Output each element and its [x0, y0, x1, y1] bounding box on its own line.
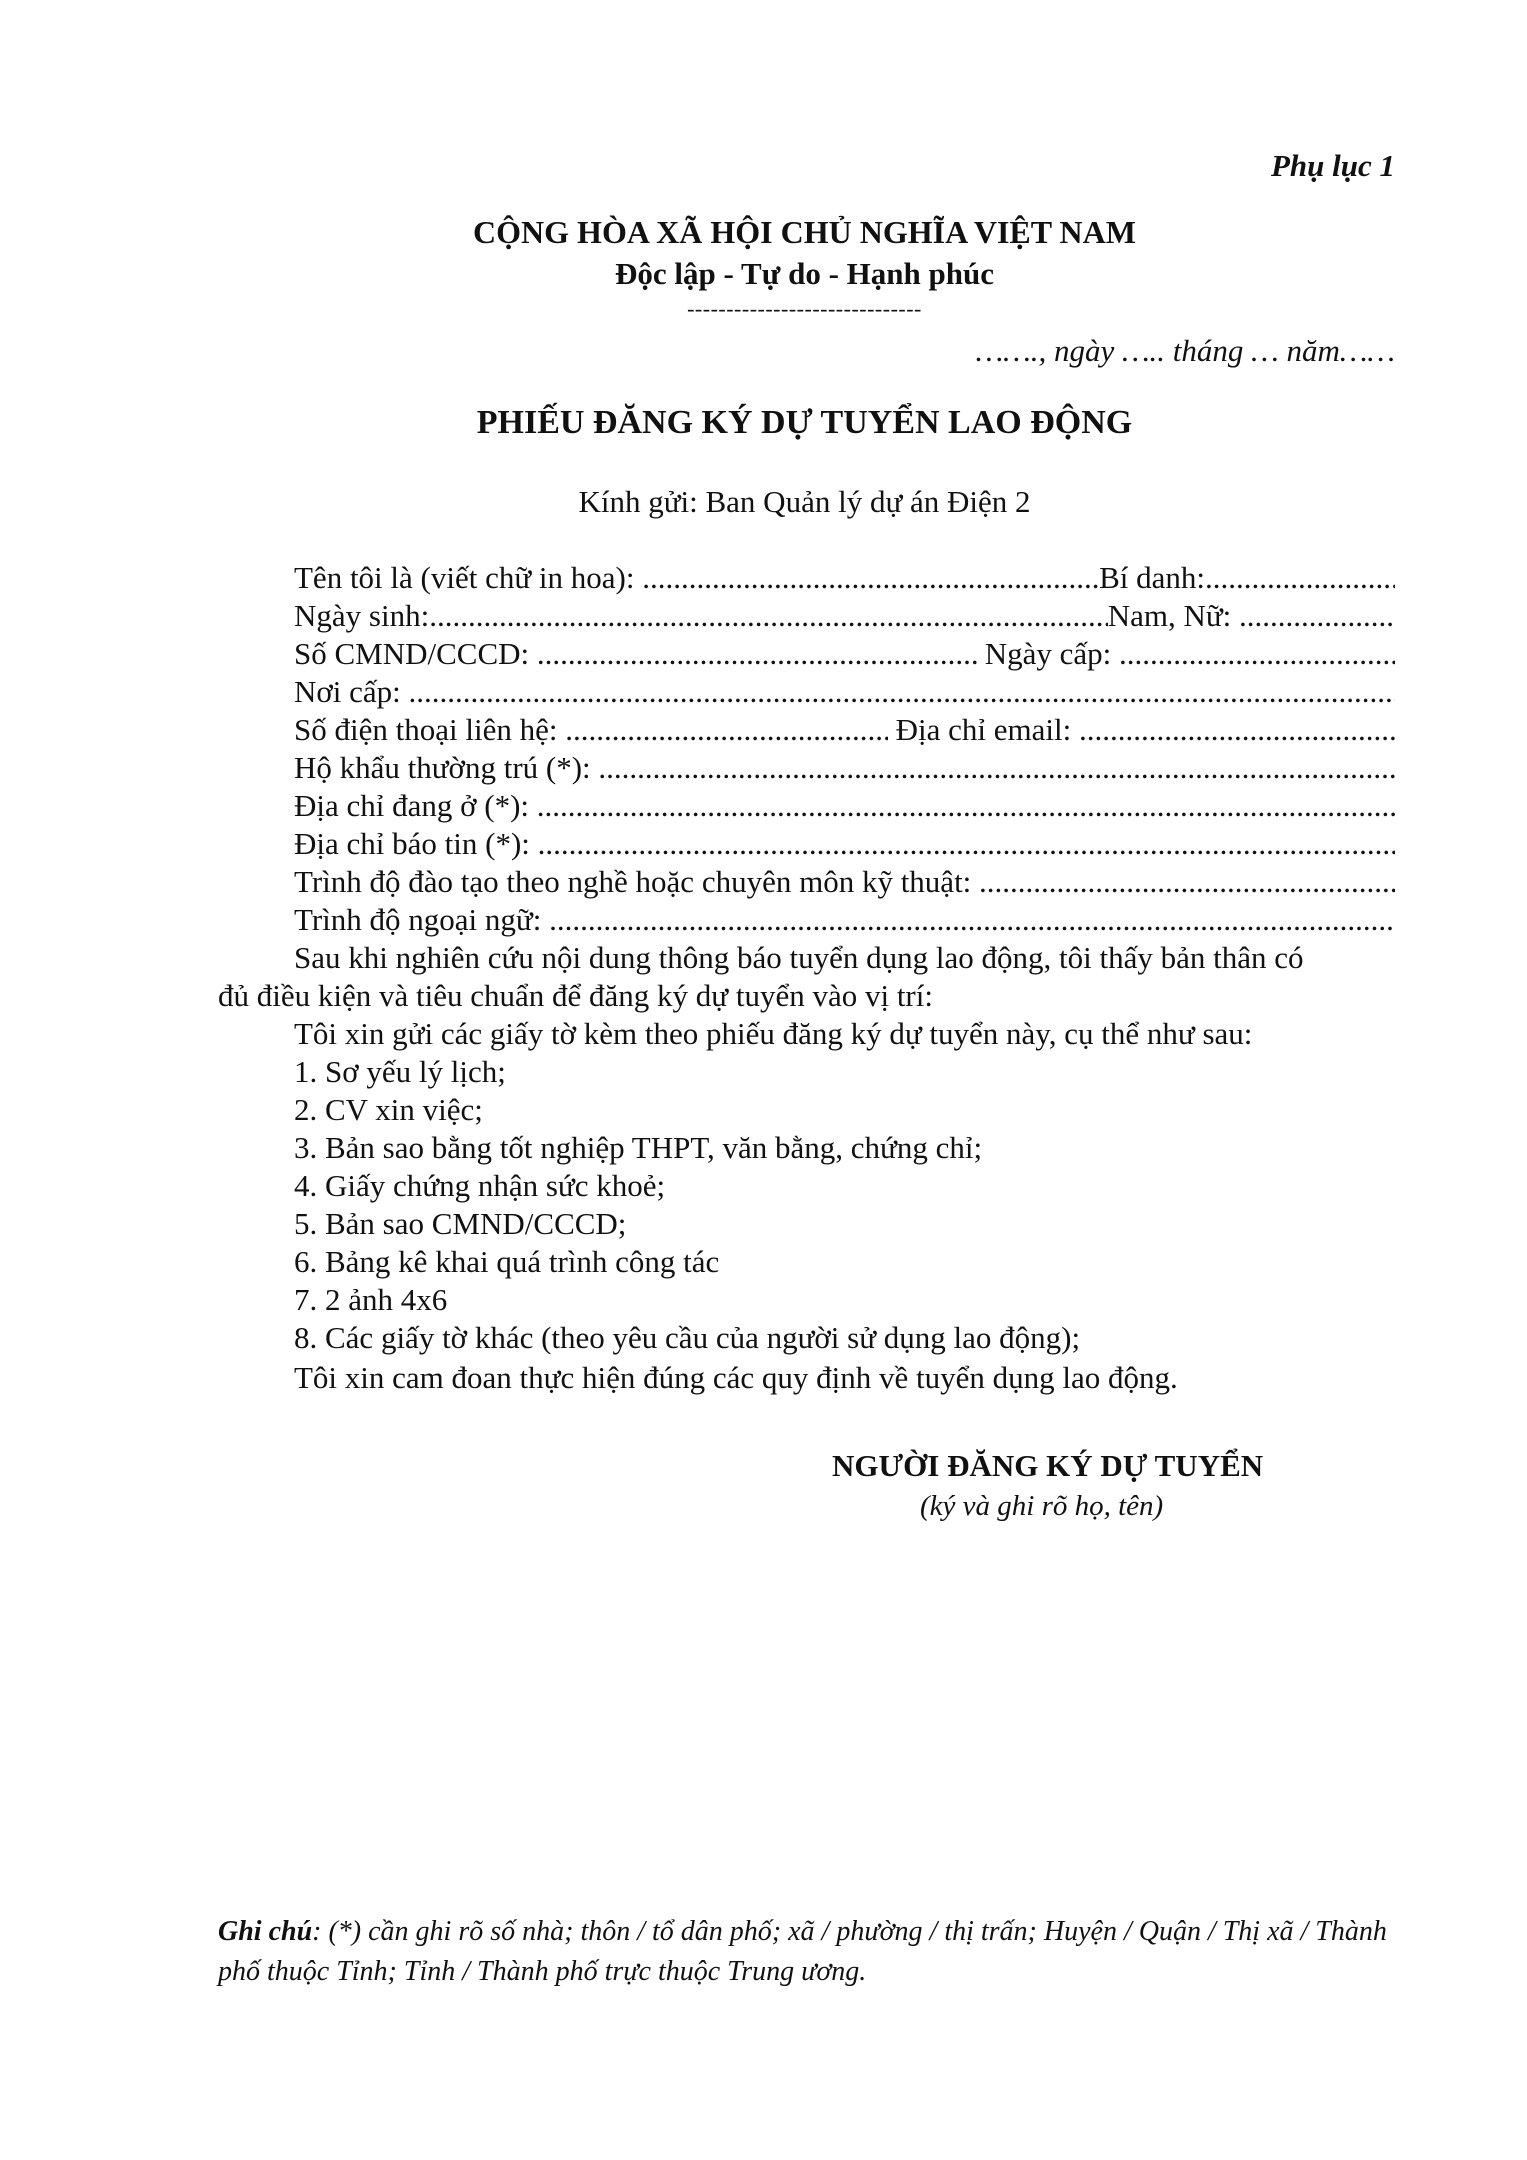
header-rule: ------------------------------ [687, 296, 922, 321]
field-row-issue-place [294, 674, 1395, 712]
commitment-line: Tôi xin cam đoan thực hiện đúng các quy định về tuyển dụng lao động. [294, 1360, 1178, 1395]
recipient-line: Kính gửi: Ban Quản lý dự án Điện 2 [578, 484, 1031, 519]
statement-line-1: Sau khi nghiên cứu nội dung thông báo tuyển dụng lao động, tôi thấy bản thân có [294, 940, 1304, 975]
field-row-language [294, 902, 1395, 940]
field-row-name [294, 560, 1395, 598]
field-row-contact-address [294, 826, 1395, 864]
contact-address-blank[interactable] [538, 826, 1395, 862]
phone-blank[interactable] [565, 712, 888, 748]
full-name-blank[interactable] [642, 560, 1099, 596]
issue-date-blank[interactable] [1119, 636, 1395, 672]
attachment-item: 3. Bản sao bằng tốt nghiệp THPT, văn bằng, chứng chỉ; [294, 1130, 983, 1165]
attachment-item: 4. Giấy chứng nhận sức khoẻ; [294, 1168, 666, 1203]
field-row-training [294, 864, 1395, 902]
permanent-address-label: Hộ khẩu thường trú (*): [294, 750, 599, 785]
position-label: đủ điều kiện và tiêu chuẩn để đăng ký dự tuyển vào vị trí: [218, 978, 933, 1013]
field-row-dob [294, 598, 1395, 636]
gender-blank[interactable] [1239, 598, 1395, 634]
training-level-blank[interactable] [979, 864, 1395, 900]
national-title: CỘNG HÒA XÃ HỘI CHỦ NGHĨA VIỆT NAM [473, 214, 1136, 250]
attachment-item: 6. Bảng kê khai quá trình công tác [294, 1244, 720, 1279]
contact-address-label: Địa chỉ báo tin (*): [294, 826, 538, 861]
dob-blank[interactable] [429, 598, 1108, 634]
permanent-address-blank[interactable] [598, 750, 1395, 786]
training-level-label: Trình độ đào tạo theo nghề hoặc chuyên môn kỹ thuật: [294, 864, 980, 899]
id-number-blank[interactable] [537, 636, 977, 672]
attachment-item: 5. Bản sao CMND/CCCD; [294, 1206, 627, 1241]
signature-title: NGƯỜI ĐĂNG KÝ DỰ TUYỂN [832, 1448, 1264, 1483]
attachment-item: 7. 2 ảnh 4x6 [294, 1282, 448, 1317]
footnote [218, 1912, 1395, 1992]
field-row-current-address [294, 788, 1395, 826]
current-address-blank[interactable] [537, 788, 1395, 824]
attachment-item: 2. CV xin việc; [294, 1092, 483, 1127]
signature-subtitle: (ký và ghi rõ họ, tên) [920, 1490, 1164, 1522]
attachment-item: 8. Các giấy tờ khác (theo yêu cầu của người sử dụng lao động); [294, 1320, 1081, 1355]
email-label: Địa chỉ email: [887, 712, 1079, 747]
footnote-text: : (*) cần ghi rõ số nhà; thôn / tổ dân phố; xã / phường / thị trấn; Huyện / Quận / Thị xã / Thành phố thuộc Tỉnh; Tỉnh / Thành phố trực thuộc Trung ương. [218, 1916, 1387, 1987]
email-blank[interactable] [1079, 712, 1395, 748]
dob-label: Ngày sinh: [294, 598, 430, 633]
date-line: ……., ngày ….. tháng … năm…… [975, 333, 1395, 368]
language-level-blank[interactable] [549, 902, 1395, 938]
full-name-label: Tên tôi là (viết chữ in hoa): [294, 560, 643, 595]
attachment-item: 1. Sơ yếu lý lịch; [294, 1054, 506, 1089]
footnote-label: Ghi chú [218, 1916, 313, 1947]
gender-label: Nam, Nữ: [1107, 598, 1239, 633]
appendix-label: Phụ lục 1 [1270, 148, 1395, 183]
issue-place-label: Nơi cấp: [294, 674, 409, 709]
alias-label: Bí danh: [1099, 560, 1205, 595]
phone-label: Số điện thoại liên hệ: [294, 712, 566, 747]
field-row-permanent-address [294, 750, 1395, 788]
current-address-label: Địa chỉ đang ở (*): [294, 788, 537, 823]
language-level-label: Trình độ ngoại ngữ: [294, 902, 550, 937]
national-motto: Độc lập - Tự do - Hạnh phúc [615, 256, 994, 291]
field-row-position [218, 978, 1395, 1016]
issue-place-blank[interactable] [409, 674, 1395, 710]
id-number-label: Số CMND/CCCD: [294, 636, 537, 671]
alias-blank[interactable] [1205, 560, 1395, 596]
field-row-contact [294, 712, 1395, 750]
field-row-id [294, 636, 1395, 674]
form-title: PHIẾU ĐĂNG KÝ DỰ TUYỂN LAO ĐỘNG [476, 404, 1133, 441]
issue-date-label: Ngày cấp: [976, 636, 1119, 671]
attachments-intro: Tôi xin gửi các giấy tờ kèm theo phiếu đăng ký dự tuyển này, cụ thể như sau: [294, 1016, 1253, 1051]
